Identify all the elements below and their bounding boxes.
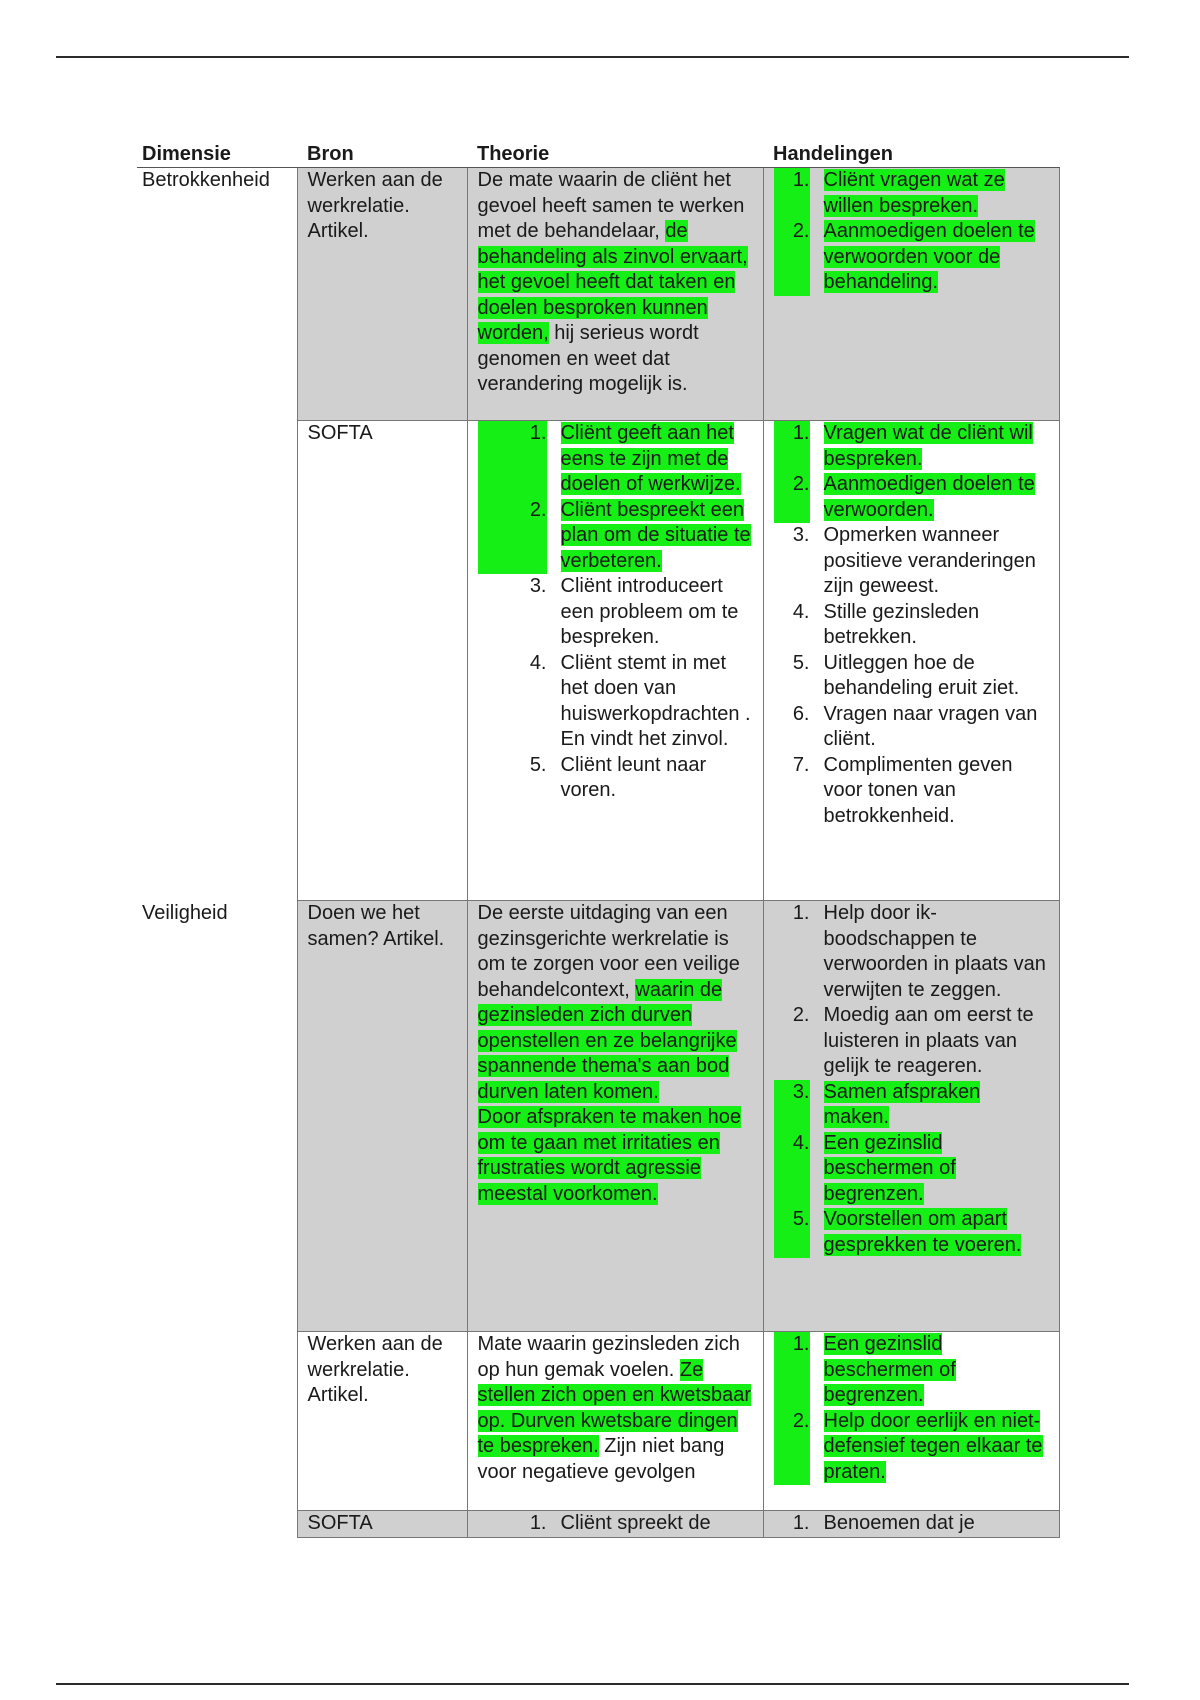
theorie-list — [478, 1511, 753, 1535]
list-item — [774, 651, 1049, 702]
list-item — [774, 1131, 1049, 1208]
theorie-list — [478, 421, 753, 804]
list-item — [774, 1511, 1049, 1535]
list-item — [774, 421, 1049, 472]
highlighted-text: de behandeling als zinvol ervaart, het gevoel heeft dat taken en doelen besproken kunnen worden, — [477, 220, 748, 344]
list-item — [774, 901, 1049, 1003]
theorie-cell — [467, 421, 763, 901]
list-text: Benoemen dat je — [823, 1512, 975, 1534]
list-number: 6. — [792, 702, 810, 725]
list-text: Cliënt bespreekt een plan om de situatie te verbeteren. — [560, 498, 751, 572]
bron-cell: Werken aan de werkrelatie. Artikel. — [297, 168, 467, 421]
highlighted-text: Ze stellen zich open en kwetsbaar op. Durven kwetsbare dingen te bespreken. — [477, 1358, 751, 1457]
list-item — [478, 421, 753, 498]
bron-cell: SOFTA — [297, 1511, 467, 1538]
list-text: Complimenten geven voor tonen van betrokkenheid. — [823, 753, 1013, 827]
handelingen-list — [774, 168, 1049, 296]
list-item — [774, 523, 1049, 600]
text-run: De mate waarin de cliënt het gevoel heeft samen te werken met de behandelaar, — [477, 169, 745, 242]
list-number: 1. — [792, 902, 810, 924]
dimensie-cell — [137, 1332, 297, 1511]
header-rule — [56, 56, 1129, 58]
list-item — [774, 1080, 1049, 1131]
list-text: Vragen naar vragen van cliënt. — [823, 702, 1038, 750]
list-item — [774, 702, 1049, 753]
footer-rule — [56, 1683, 1129, 1685]
list-text: Cliënt introduceert een probleem om te bespreken. — [560, 575, 739, 648]
list-item — [774, 472, 1049, 523]
list-item — [478, 1511, 753, 1535]
text-run: Zijn niet bang voor negatieve gevolgen — [477, 1435, 725, 1483]
table-row — [137, 168, 1059, 421]
list-text: Een gezinslid beschermen of begrenzen. — [823, 1333, 956, 1406]
list-number: 1. — [774, 168, 810, 219]
list-number: 3. — [792, 524, 810, 546]
table-row — [137, 421, 1059, 901]
list-text: Cliënt geeft aan het eens te zijn met de doelen of werkwijze. — [560, 422, 741, 495]
list-number: 5. — [792, 651, 810, 674]
handelingen-list — [774, 421, 1049, 829]
theorie-cell — [467, 1332, 763, 1511]
table-row — [137, 901, 1059, 1332]
handelingen-list — [774, 1511, 1049, 1535]
list-text: Aanmoedigen doelen te verwoorden voor de behandeling. — [823, 220, 1035, 293]
list-text: Cliënt vragen wat ze willen bespreken. — [823, 169, 1005, 217]
list-item — [774, 168, 1049, 219]
header-bron: Bron — [297, 141, 467, 168]
table-row — [137, 1332, 1059, 1511]
dimension-table — [137, 141, 1060, 1538]
list-number: 2. — [774, 1409, 810, 1486]
list-text: Uitleggen hoe de behandeling eruit ziet. — [823, 651, 1020, 699]
list-item — [774, 1003, 1049, 1080]
list-text: Opmerken wanneer positieve veranderingen zijn geweest. — [823, 524, 1036, 597]
list-number: 5. — [774, 1207, 810, 1258]
handelingen-list — [774, 1332, 1049, 1485]
list-number: 2. — [478, 498, 547, 575]
theorie-cell — [467, 901, 763, 1332]
list-text: Cliënt spreekt de — [560, 1512, 711, 1534]
list-number: 1. — [792, 1512, 810, 1534]
dimensie-cell: Veiligheid — [137, 901, 297, 1332]
bron-cell: SOFTA — [297, 421, 467, 901]
list-text: Cliënt leunt naar voren. — [560, 753, 707, 801]
list-number: 1. — [774, 421, 810, 472]
theorie-text — [478, 169, 748, 395]
list-number: 4. — [774, 1131, 810, 1208]
highlighted-text: Door afspraken te maken hoe om te gaan met irritaties en frustraties wordt agressie meestal voorkomen. — [477, 1106, 741, 1205]
dimensie-cell — [137, 421, 297, 901]
header-handelingen: Handelingen — [763, 141, 1059, 168]
list-number: 4. — [529, 651, 547, 674]
list-number: 3. — [529, 575, 547, 597]
header-theorie: Theorie — [467, 141, 763, 168]
handelingen-list — [774, 901, 1049, 1258]
bron-cell: Werken aan de werkrelatie. Artikel. — [297, 1332, 467, 1511]
list-text: Cliënt stemt in met het doen van huiswerkopdrachten . En vindt het zinvol. — [560, 651, 751, 750]
list-item — [478, 651, 753, 753]
header-dimensie: Dimensie — [137, 141, 297, 168]
theorie-text — [478, 902, 742, 1205]
list-number: 1. — [529, 1512, 547, 1534]
list-item — [774, 600, 1049, 651]
theorie-cell — [467, 1511, 763, 1538]
list-text: Aanmoedigen doelen te verwoorden. — [823, 473, 1035, 521]
list-text: Moedig aan om eerst te luisteren in plaats van gelijk te reageren. — [823, 1004, 1034, 1077]
text-run: Mate waarin gezinsleden zich op hun gemak voelen. — [477, 1333, 740, 1381]
list-item — [478, 574, 753, 651]
handelingen-cell — [763, 168, 1059, 421]
text-run: De eerste uitdaging van een gezinsgerichte werkrelatie is om te zorgen voor een veilige behandelcontext, — [477, 902, 740, 1001]
list-text: Voorstellen om apart gesprekken te voeren. — [823, 1208, 1022, 1256]
list-text: Vragen wat de cliënt wil bespreken. — [823, 422, 1033, 470]
list-number: 5. — [529, 753, 547, 776]
dimensie-cell: Betrokkenheid — [137, 168, 297, 421]
list-item — [478, 498, 753, 575]
theorie-cell — [467, 168, 763, 421]
list-number: 1. — [478, 421, 547, 498]
list-number: 4. — [792, 600, 810, 623]
list-item — [774, 1207, 1049, 1258]
list-number: 2. — [774, 472, 810, 523]
highlighted-text: waarin de gezinsleden zich durven openstellen en ze belangrijke spannende thema's aan bod durven laten komen. — [477, 978, 737, 1103]
list-number: 2. — [792, 1004, 810, 1026]
list-text: Een gezinslid beschermen of begrenzen. — [823, 1131, 956, 1205]
bron-cell: Doen we het samen? Artikel. — [297, 901, 467, 1332]
text-run: hij serieus wordt genomen en weet dat verandering mogelijk is. — [477, 322, 699, 395]
handelingen-cell — [763, 421, 1059, 901]
handelingen-cell — [763, 1511, 1059, 1538]
list-text: Help door ik-boodschappen te verwoorden in plaats van verwijten te zeggen. — [823, 902, 1046, 1001]
list-item — [478, 753, 753, 804]
handelingen-cell — [763, 1332, 1059, 1511]
list-number: 1. — [774, 1332, 810, 1409]
list-item — [774, 219, 1049, 296]
list-number: 2. — [774, 219, 810, 296]
list-text: Samen afspraken maken. — [823, 1080, 981, 1128]
list-text: Help door eerlijk en niet-defensief tegen elkaar te praten. — [823, 1409, 1043, 1483]
table-header-row — [137, 141, 1059, 168]
list-number: 7. — [792, 753, 810, 776]
theorie-text — [478, 1333, 752, 1483]
list-item — [774, 753, 1049, 830]
handelingen-cell — [763, 901, 1059, 1332]
table-row — [137, 1511, 1059, 1538]
list-text: Stille gezinsleden betrekken. — [823, 600, 980, 648]
list-item — [774, 1409, 1049, 1486]
list-number: 3. — [774, 1080, 810, 1131]
dimensie-cell — [137, 1511, 297, 1538]
list-item — [774, 1332, 1049, 1409]
